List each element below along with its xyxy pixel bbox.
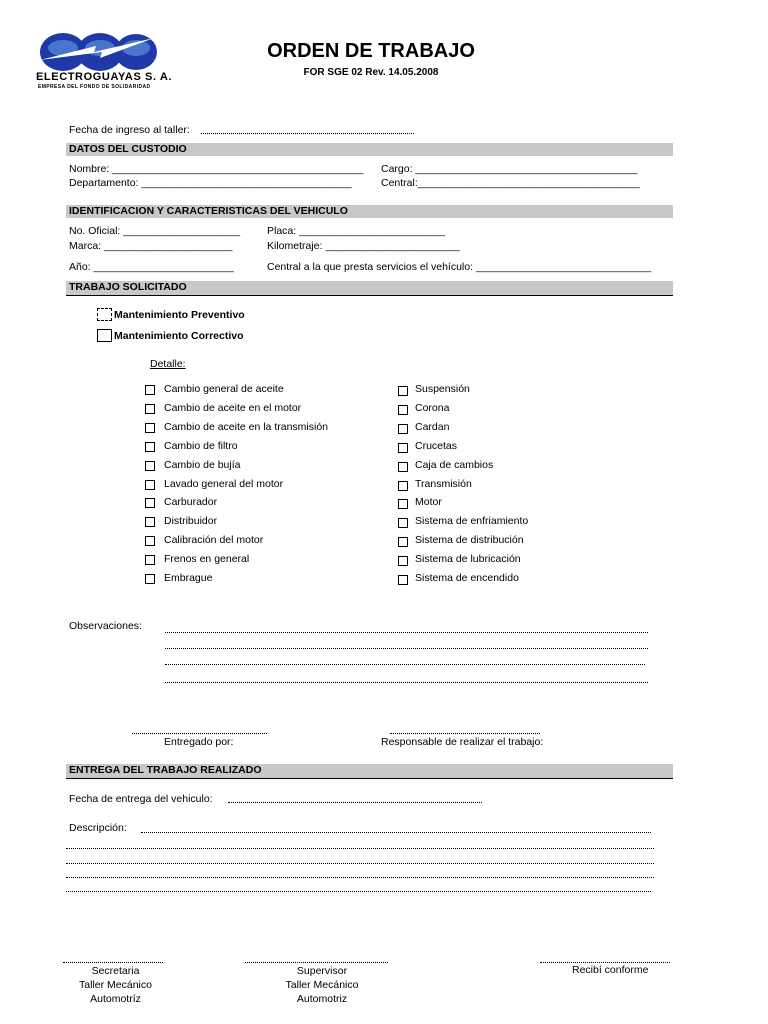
entregado-label: Entregado por: xyxy=(164,736,234,748)
item-checkbox[interactable] xyxy=(398,462,408,472)
form-code: FOR SGE 02 Rev. 14.05.2008 xyxy=(303,67,439,78)
supervisor-dept: Taller Mecánico xyxy=(285,979,359,991)
item-checkbox[interactable] xyxy=(145,385,155,395)
recibi-label: Recibí conforme xyxy=(572,964,649,976)
item-checkbox[interactable] xyxy=(398,499,408,509)
item-checkbox[interactable] xyxy=(398,481,408,491)
anio-field[interactable]: Año: ________________________ xyxy=(69,261,234,273)
item-label: Suspensión xyxy=(415,383,470,395)
item-label: Crucetas xyxy=(415,440,458,452)
item-checkbox[interactable] xyxy=(145,404,155,414)
correctivo-label: Mantenimiento Correctivo xyxy=(114,330,244,342)
item-label: Cambio de aceite en la transmisión xyxy=(164,421,329,433)
item-checkbox[interactable] xyxy=(398,443,408,453)
supervisor-signature-line[interactable] xyxy=(245,962,388,963)
item-label: Sistema de lubricación xyxy=(415,553,521,565)
fecha-ingreso-label: Fecha de ingreso al taller: xyxy=(69,124,190,136)
section-custodio-heading: DATOS DEL CUSTODIO xyxy=(66,143,673,156)
item-checkbox[interactable] xyxy=(145,517,155,527)
item-label: Calibración del motor xyxy=(164,534,264,546)
descripcion-line[interactable] xyxy=(66,848,654,849)
page-title: ORDEN DE TRABAJO xyxy=(267,40,475,62)
item-checkbox[interactable] xyxy=(398,575,408,585)
supervisor-title: Supervisor xyxy=(296,965,348,977)
fecha-ingreso-field[interactable] xyxy=(201,133,414,134)
company-logo xyxy=(36,30,173,90)
observaciones-line[interactable] xyxy=(165,632,648,633)
secretaria-dept: Taller Mecánico xyxy=(79,979,152,991)
item-label: Frenos en general xyxy=(164,553,250,565)
item-label: Sistema de distribución xyxy=(415,534,524,546)
item-label: Cambio general de aceite xyxy=(164,383,284,395)
section-trabajo-heading: TRABAJO SOLICITADO xyxy=(66,281,673,296)
item-label: Carburador xyxy=(164,496,218,508)
item-checkbox[interactable] xyxy=(398,518,408,528)
item-label: Lavado general del motor xyxy=(164,478,284,490)
descripcion-label: Descripción: xyxy=(69,822,127,834)
item-checkbox[interactable] xyxy=(145,480,155,490)
descripcion-line[interactable] xyxy=(66,891,651,892)
secretaria-signature-line[interactable] xyxy=(63,962,163,963)
no-oficial-field[interactable]: No. Oficial: ____________________ xyxy=(69,225,241,237)
recibi-signature-line[interactable] xyxy=(540,962,670,963)
logo-tagline: EMPRESA DEL FONDO DE SOLIDARIDAD xyxy=(38,84,151,90)
item-checkbox[interactable] xyxy=(145,555,155,565)
item-checkbox[interactable] xyxy=(145,498,155,508)
item-label: Sistema de encendido xyxy=(415,572,519,584)
fecha-entrega-field[interactable] xyxy=(228,802,482,803)
responsable-signature-line[interactable] xyxy=(390,733,540,734)
correctivo-checkbox[interactable] xyxy=(97,329,112,342)
logo-text: ELECTROGUAYAS S. A. xyxy=(36,71,173,83)
item-checkbox[interactable] xyxy=(398,405,408,415)
item-checkbox[interactable] xyxy=(398,386,408,396)
departamento-field[interactable]: Departamento: ____________________________________ xyxy=(69,177,352,189)
item-label: Corona xyxy=(415,402,450,414)
item-label: Transmisión xyxy=(415,478,472,490)
item-label: Motor xyxy=(415,496,442,508)
observaciones-line[interactable] xyxy=(165,648,648,649)
item-label: Cambio de bujía xyxy=(164,459,241,471)
fecha-entrega-label: Fecha de entrega del vehiculo: xyxy=(69,793,213,805)
observaciones-label: Observaciones: xyxy=(69,620,142,632)
placa-field[interactable]: Placa: _________________________ xyxy=(267,225,446,237)
item-checkbox[interactable] xyxy=(145,423,155,433)
item-label: Sistema de enfriamiento xyxy=(415,515,529,527)
item-checkbox[interactable] xyxy=(145,536,155,546)
item-checkbox[interactable] xyxy=(145,461,155,471)
item-label: Cambio de filtro xyxy=(164,440,238,452)
nombre-field[interactable]: Nombre: ___________________________________________ xyxy=(69,163,364,175)
item-label: Embrague xyxy=(164,572,213,584)
item-checkbox[interactable] xyxy=(398,556,408,566)
cargo-field[interactable]: Cargo: ______________________________________ xyxy=(381,163,638,175)
item-label: Distribuidor xyxy=(164,515,218,527)
supervisor-block xyxy=(263,964,381,1006)
item-label: Cardan xyxy=(415,421,450,433)
item-checkbox[interactable] xyxy=(398,537,408,547)
entregado-signature-line[interactable] xyxy=(132,733,267,734)
item-checkbox[interactable] xyxy=(145,574,155,584)
section-vehiculo-heading: IDENTIFICACION Y CARACTERISTICAS DEL VEHICULO xyxy=(66,205,673,218)
item-label: Cambio de aceite en el motor xyxy=(164,402,302,414)
responsable-label: Responsable de realizar el trabajo: xyxy=(381,736,544,748)
observaciones-line[interactable] xyxy=(165,664,645,665)
secretaria-title: Secretaria xyxy=(91,965,140,977)
secretaria-area: Automotríz xyxy=(90,993,141,1005)
kilometraje-field[interactable]: Kilometraje: _______________________ xyxy=(267,240,460,252)
preventivo-checkbox[interactable] xyxy=(97,308,112,321)
section-entrega-heading: ENTREGA DEL TRABAJO REALIZADO xyxy=(66,764,673,779)
secretaria-block xyxy=(63,964,168,1006)
marca-field[interactable]: Marca: ______________________ xyxy=(69,240,233,252)
preventivo-label: Mantenimiento Preventivo xyxy=(114,309,245,321)
item-checkbox[interactable] xyxy=(145,442,155,452)
central-servicio-field[interactable]: Central a la que presta servicios el vehículo: ______________________________ xyxy=(267,261,652,273)
descripcion-line[interactable] xyxy=(66,877,654,878)
item-label: Caja de cambios xyxy=(415,459,494,471)
central-field[interactable]: Central:______________________________________ xyxy=(381,177,640,189)
item-checkbox[interactable] xyxy=(398,424,408,434)
supervisor-area: Automotriz xyxy=(296,993,348,1005)
descripcion-line[interactable] xyxy=(66,863,654,864)
descripcion-line[interactable] xyxy=(141,832,651,833)
detalle-label: Detalle: xyxy=(150,358,186,370)
observaciones-line[interactable] xyxy=(165,682,648,683)
